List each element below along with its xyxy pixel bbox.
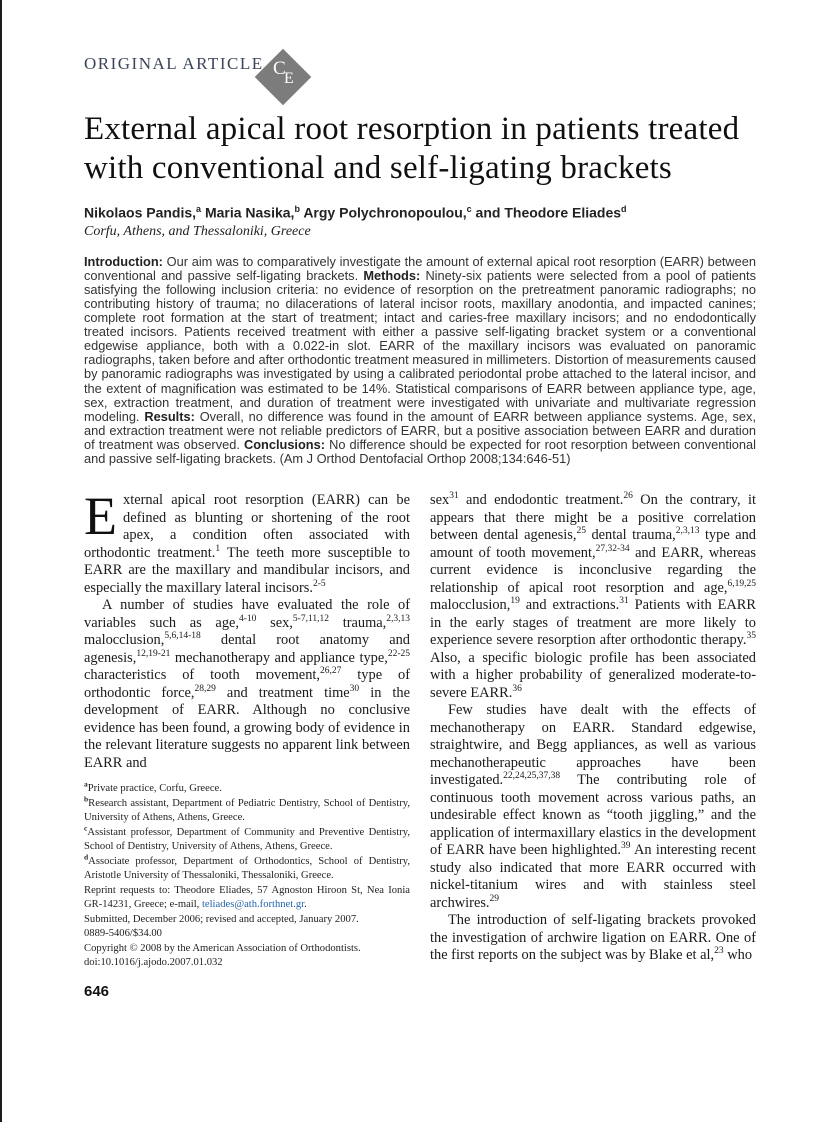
left-column: [84, 486, 410, 1000]
ce-logo-icon: [252, 46, 314, 108]
footnote-submission-dates: Submitted, December 2006; revised and accepted, January 2007.: [84, 913, 359, 925]
body-paragraph-4: Few studies have dealt with the effects of mechanotherapy on EARR. Standard edgewise, straightwire, and Begg appliances, as well as various mechanotherapeutic approaches have been investigated.$^{22,24,25,37,38}$ The contributing role of continuous tooth movement across various paths, an undesirable effect known as “tooth jiggling,” and the application of intermaxillary elastics in the development of EARR have been highlighted.$^{39}$ An interesting recent study also indicated that more EARR occurred with nickel-titanium wires and with stainless steel archwires.$^{29}$: [430, 702, 756, 911]
page-content: [84, 0, 756, 1000]
ce-logo-letter-e: E: [284, 70, 294, 87]
email-link[interactable]: teliades@ath.forthnet.gr: [201, 899, 305, 911]
abstract-paragraph: Introduction: Our aim was to comparatively investigate the amount of external apical root resorption (EARR) between conventional and passive self-ligating brackets. Methods: Ninety-six patients were selected from a pool of patients satisfying the following inclusion criteria: no evidence of resorption on the pretreatment panoramic radiographs; no contributing history of trauma; no dilacerations of lateral incisor roots, maxillary anodontia, and impacted canines; complete root formation at the start of treatment; intact and caries-free maxillary incisors; and no endodontically treated incisors. Patients received treatment with either a passive self-ligating bracket system or a conventional edgewise appliance, both with a 0.022-in slot. EARR of the maxillary incisors was evaluated on panoramic radiographs, taken before and after orthodontic treatment measured in millimeters. Distortion of measurements caused by panoramic radiographs was investigated by using a calibrated periodontal probe attached to the lateral incisor, and the extent of magnification was estimated to be 14%. Statistical comparisons of EARR between appliance type, age, sex, extraction treatment, and duration of treatment were investigated with univariate and multivariate regression modeling. Results: Overall, no difference was found in the amount of EARR between appliance systems. Age, sex, and extraction treatment were not reliable predictors of EARR, but a positive association between EARR and duration of treatment was observed. Conclusions: No difference should be expected for root resorption between conventional and passive self-ligating brackets. (Am J Orthod Dentofacial Orthop 2008;134:646-51): [84, 253, 757, 466]
ce-logo-letters: [252, 46, 314, 108]
footnote-reprint-requests: Reprint requests to: Theodore Eliades, 57 Agnoston Hiroon St, Nea Ionia GR-14231, Greece; e-mail, teliades@ath.forthnet.gr.: [84, 884, 410, 911]
authors-line: Nikolaos Pandis,$^a$ Maria Nasika,$^b$ Argy Polychronopoulou,$^c$ and Theodore Eliades$^d$: [84, 204, 627, 221]
affiliation-line: Corfu, Athens, and Thessaloniki, Greece: [84, 223, 311, 239]
ce-logo-letter-c: C: [273, 58, 286, 79]
body-paragraph-1: [84, 486, 410, 597]
article-header: [84, 54, 756, 87]
article-type-label: ORIGINAL ARTICLE: [84, 54, 264, 73]
body-paragraph-2: A number of studies have evaluated the role of variables such as age,$^{4-10}$ sex,$^{5-7,11,12}$ trauma,$^{2,3,13}$ malocclusion,$^{5,6,14-18}$ dental root anatomy and agenesis,$^{12,19-21}$ mechanotherapy and appliance type,$^{22-25}$ characteristics of tooth movement,$^{26,27}$ type of orthodontic force,$^{28,29}$ and treatment time$^{30}$ in the development of EARR. Although no conclusive evidence has been found, a growing body of evidence in the relevant literature suggests no apparent link between EARR and: [84, 597, 410, 771]
drop-cap: E: [84, 486, 117, 547]
footnotes-block: [84, 779, 410, 971]
page-edge-line: [0, 0, 2, 1122]
body-paragraph-3: sex$^{31}$ and endodontic treatment.$^{26}$ On the contrary, it appears that there might be a positive correlation between dental agenesis,$^{25}$ dental trauma,$^{2,3,13}$ type and amount of tooth movement,$^{27,32-34}$ and EARR, whereas current evidence is inconclusive regarding the relationship of apical root resorption and age,$^{6,19,25}$ malocclusion,$^{19}$ and extractions.$^{31}$ Patients with EARR in the early stages of treatment are more likely to experience severe resorption after orthodontic therapy.$^{35}$ Also, a specific biologic profile has been associated with a higher probability of generalized moderate-to-severe EARR.$^{36}$: [430, 491, 756, 701]
footnote-affil-c: $^c$Assistant professor, Department of Community and Preventive Dentistry, School of Dentistry, University of Athens, Athens, Greece.: [84, 823, 410, 853]
footnote-affil-a: $^a$Private practice, Corfu, Greece.: [84, 779, 222, 795]
footnote-issn-price: 0889-5406/$34.00: [84, 928, 162, 940]
body-paragraph-5: The introduction of self-ligating brackets provoked the investigation of archwire ligation on EARR. One of the first reports on the subject was by Blake et al,$^{23}$ who: [430, 912, 756, 964]
body-paragraph-1-text: xternal apical root resorption (EARR) can be defined as blunting or shortening of the root apex, a condition often associated with orthodontic treatment.$^1$ The teeth more susceptible to EARR are the maxillary and mandibular incisors, and especially the maxillary lateral incisors.$^{2-5}$: [84, 492, 410, 596]
footnote-copyright: Copyright © 2008 by the American Association of Orthodontists.: [84, 942, 361, 954]
footnote-doi: doi:10.1016/j.ajodo.2007.01.032: [84, 957, 223, 969]
article-title: External apical root resorption in patients treated with conventional and self-ligating brackets: [84, 111, 740, 186]
footnote-affil-b: $^b$Research assistant, Department of Pediatric Dentistry, School of Dentistry, University of Athens, Athens, Greece.: [84, 794, 410, 824]
right-column: [430, 492, 756, 1000]
footnote-affil-d: $^d$Associate professor, Department of Orthodontics, School of Dentistry, Aristotle University of Thessaloniki, Thessaloniki, Greece.: [84, 852, 410, 882]
page-number: 646: [84, 982, 110, 1000]
body-columns: [84, 486, 756, 1000]
